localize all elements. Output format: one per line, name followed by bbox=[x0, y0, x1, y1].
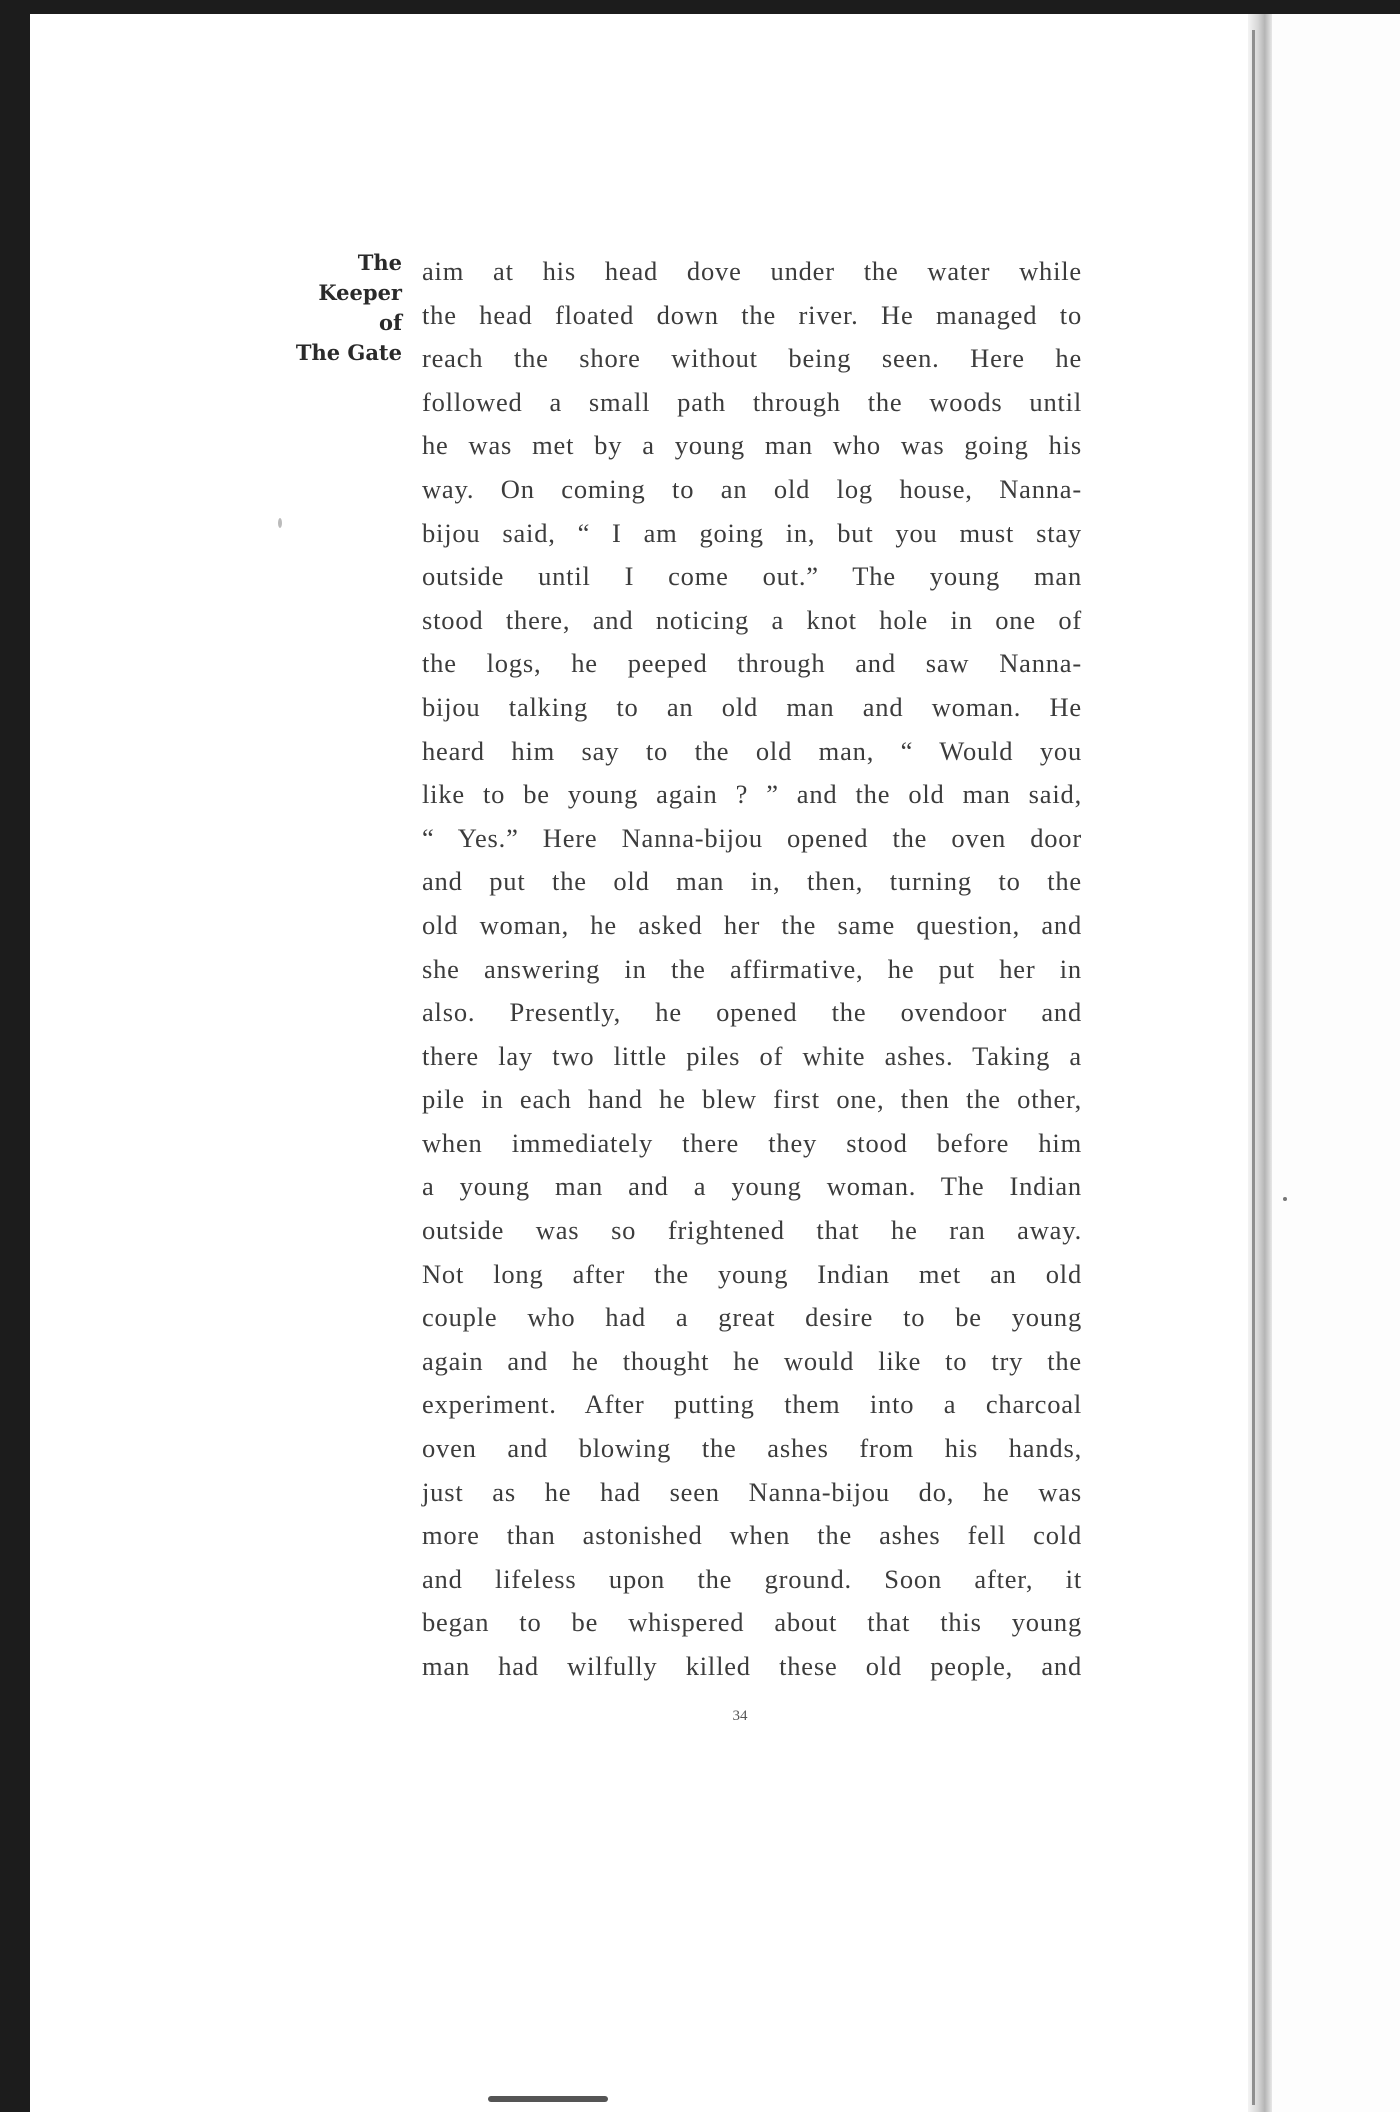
text-line: again and he thought he would like to try the bbox=[422, 1345, 1082, 1376]
text-line: outside until I come out.” The young man bbox=[422, 561, 1082, 592]
text-line: bijou said, “ I am going in, but you must stay bbox=[422, 517, 1082, 548]
text-line: there lay two little piles of white ashes. Taking a bbox=[422, 1040, 1082, 1071]
running-head-line-1: The bbox=[357, 250, 402, 275]
text-line: just as he had seen Nanna-bijou do, he was bbox=[422, 1476, 1082, 1507]
text-line: reach the shore without being seen. Here he bbox=[422, 343, 1082, 374]
text-line: like to be young again ? ” and the old man said, bbox=[422, 779, 1082, 810]
text-line: he was met by a young man who was going his bbox=[422, 430, 1082, 461]
text-line: and put the old man in, then, turning to the bbox=[422, 866, 1082, 897]
text-line: experiment. After putting them into a charcoal bbox=[422, 1389, 1082, 1420]
scan-speck bbox=[278, 518, 282, 528]
text-line: man had wilfully killed these old people, and bbox=[422, 1651, 1082, 1681]
running-head-line-3: of bbox=[378, 310, 402, 335]
text-line: “ Yes.” Here Nanna-bijou opened the oven door bbox=[422, 822, 1082, 853]
text-line: when immediately there they stood before him bbox=[422, 1127, 1082, 1158]
text-line: also. Presently, he opened the ovendoor and bbox=[422, 997, 1082, 1028]
page-edge-rule bbox=[1252, 30, 1255, 2105]
text-line: began to be whispered about that this young bbox=[422, 1607, 1082, 1638]
text-line: a young man and a young woman. The Indian bbox=[422, 1171, 1082, 1202]
text-line: heard him say to the old man, “ Would you bbox=[422, 735, 1082, 766]
text-line: bijou talking to an old man and woman. He bbox=[422, 691, 1082, 722]
text-line: and lifeless upon the ground. Soon after, it bbox=[422, 1563, 1082, 1594]
text-line: pile in each hand he blew first one, then the other, bbox=[422, 1084, 1082, 1115]
text-line: oven and blowing the ashes from his hands, bbox=[422, 1433, 1082, 1464]
scan-speck bbox=[1283, 1197, 1287, 1201]
text-line: outside was so frightened that he ran away. bbox=[422, 1215, 1082, 1246]
running-head bbox=[290, 248, 402, 368]
text-line: Not long after the young Indian met an old bbox=[422, 1258, 1082, 1289]
running-head-line-4: The Gate bbox=[295, 340, 402, 365]
running-head-line-2: Keeper bbox=[318, 280, 402, 305]
text-line: old woman, he asked her the same question, and bbox=[422, 909, 1082, 940]
page-number: 34 bbox=[732, 1708, 748, 1724]
text-line: stood there, and noticing a knot hole in one of bbox=[422, 604, 1082, 635]
text-line: she answering in the affirmative, he put her in bbox=[422, 953, 1082, 984]
text-line: followed a small path through the woods until bbox=[422, 386, 1082, 417]
text-line: the head floated down the river. He managed to bbox=[422, 299, 1082, 330]
text-line: more than astonished when the ashes fell cold bbox=[422, 1520, 1082, 1551]
text-line: couple who had a great desire to be young bbox=[422, 1302, 1082, 1333]
text-line: the logs, he peeped through and saw Nanna- bbox=[422, 648, 1082, 679]
text-line: way. On coming to an old log house, Nanna- bbox=[422, 473, 1082, 504]
body-text bbox=[422, 250, 1082, 1689]
scan-bottom-mark bbox=[488, 2096, 608, 2102]
right-margin bbox=[1272, 14, 1400, 2112]
text-line: aim at his head dove under the water while bbox=[422, 256, 1082, 286]
